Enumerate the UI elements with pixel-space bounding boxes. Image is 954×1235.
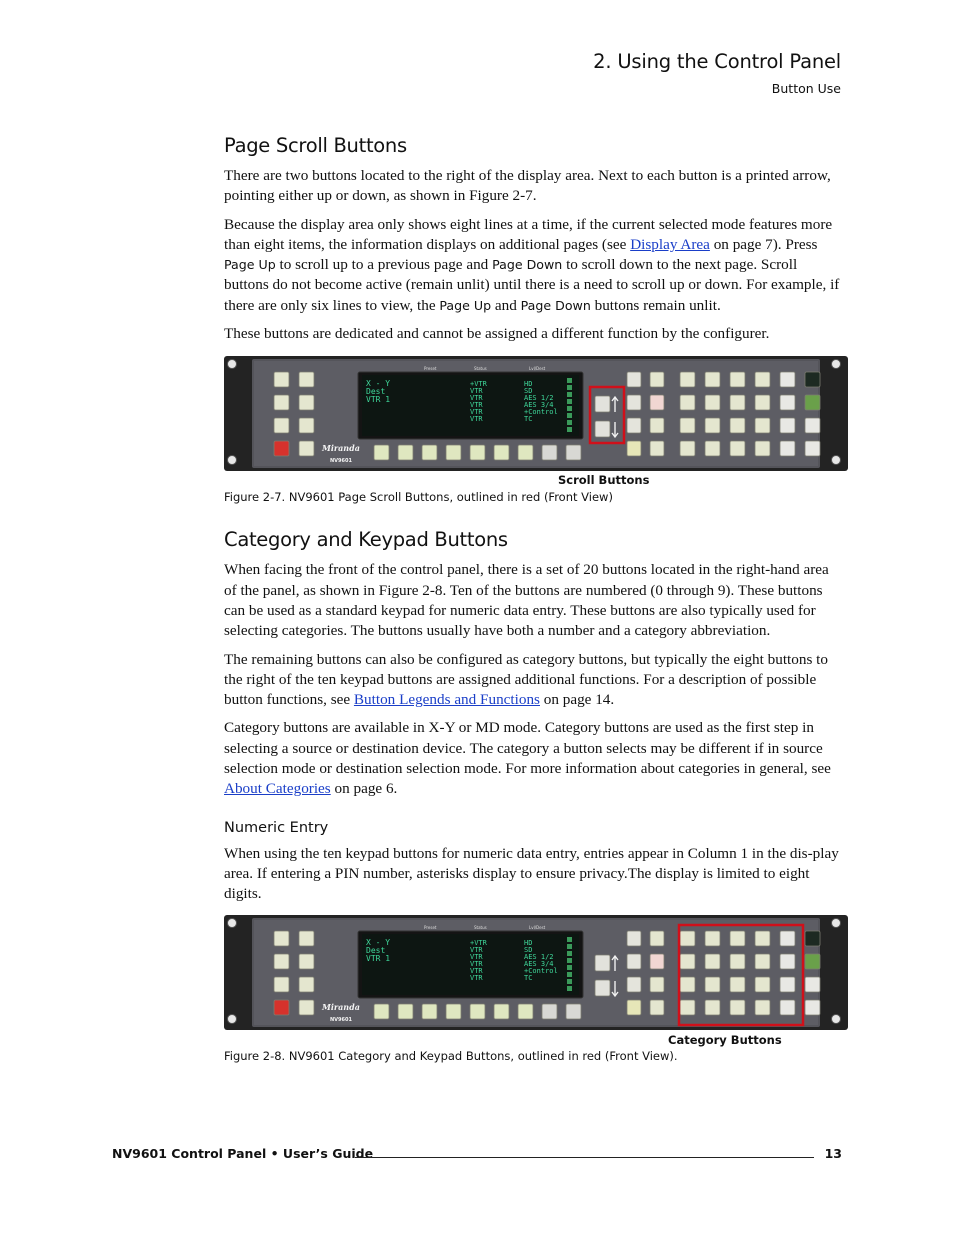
display-line: X - Y: [366, 937, 391, 947]
ui-label: Page Down: [520, 297, 591, 313]
display-line: TC: [524, 415, 533, 424]
page-number: 13: [824, 1146, 842, 1161]
brand-logo: Miranda: [322, 443, 360, 454]
paragraph: When using the ten keypad buttons for numeric data entry, entries appear in Column 1 in the dis-play area. If entering a PIN number, asterisks display to ensure privacy.The display is limited to eight digits.: [224, 844, 839, 903]
display-line: HD: [524, 380, 533, 389]
model-label: NV9601: [330, 1016, 352, 1023]
display-line: +VTR: [470, 380, 487, 389]
page-content: [224, 134, 840, 1063]
display-line: VTR: [470, 387, 483, 396]
display-line: Dest: [366, 945, 386, 955]
paragraph: Because the display area only shows eight lines at a time, if the current selected mode features more than eight items, the information displays on additional pages (see Display Area on page 7). Press Page Up to scroll up to a previous page and Page Down to scroll down to the next page. Scroll buttons do not become active (remain unlit) until there is a need to scroll up or down. For example, if there are only six lines to view, the Page Up and Page Down buttons remain unlit.: [224, 215, 840, 314]
heading-numeric-entry: Numeric Entry: [224, 819, 329, 836]
paragraph: When facing the front of the control panel, there is a set of 20 buttons located in the right-hand area of the panel, as shown in Figure 2-8. Ten of the buttons are numbered (0 through 9). These buttons can be used as a standard keypad for numeric data entry. These buttons are also typically used for selecting categories. The buttons usually have both a number and a category abbreviation.: [224, 561, 829, 640]
ui-label: Page Up: [224, 257, 276, 273]
figure-caption: Figure 2-8. NV9601 Category and Keypad Buttons, outlined in red (Front View).: [224, 1048, 678, 1063]
display-line: VTR: [470, 394, 483, 403]
footer-title: NV9601 Control Panel • User’s Guide: [112, 1146, 374, 1161]
section-tag: Button Use: [771, 81, 841, 96]
display-line: AES 1/2: [524, 394, 554, 403]
display-line: +VTR: [470, 938, 487, 947]
display-line: AES 1/2: [524, 952, 554, 961]
display-line: VTR: [470, 959, 483, 968]
display-line: AES 3/4: [524, 959, 554, 968]
display-column-header: Status: [474, 924, 487, 930]
display-column-header: Lvl/Dest: [529, 924, 546, 930]
heading-category-keypad-buttons: Category and Keypad Buttons: [224, 528, 508, 552]
scroll-buttons-outline: [590, 387, 624, 443]
display-line: +Control: [524, 408, 558, 417]
paragraph: The remaining buttons can also be configured as category buttons, but typically the eight buttons to the right of the ten keypad buttons are assigned additional functions. For a description of possible button functions, see Button Legends and Functions on page 14.: [224, 650, 828, 709]
ui-label: Page Up: [439, 297, 492, 313]
display-column-header: Preset: [424, 924, 437, 930]
figure-caption: Figure 2-7. NV9601 Page Scroll Buttons, outlined in red (Front View): [224, 490, 613, 505]
chapter-title: 2. Using the Control Panel: [593, 50, 841, 73]
callout-scroll-buttons: Scroll Buttons: [558, 473, 650, 488]
control-panel-figure: [224, 356, 848, 471]
display-line: TC: [524, 973, 533, 982]
display-line: SD: [524, 387, 533, 396]
display-line: VTR: [470, 401, 483, 410]
display-column-header: Preset: [424, 366, 437, 372]
category-buttons-outline: [679, 925, 803, 1025]
display-line: HD: [524, 938, 533, 947]
callout-category-buttons: Category Buttons: [668, 1032, 782, 1047]
model-label: NV9601: [330, 458, 352, 465]
highlight-overlay: [224, 356, 848, 471]
brand-logo: Miranda: [322, 1001, 360, 1012]
display-line: VTR 1: [366, 395, 391, 405]
display-line: VTR: [470, 415, 483, 424]
display-line: +Control: [524, 966, 558, 975]
display-line: VTR: [470, 408, 483, 417]
display-line: AES 3/4: [524, 401, 554, 410]
display-line: VTR: [470, 973, 483, 982]
display-line: X - Y: [366, 379, 391, 389]
link-button-legends[interactable]: Button Legends and Functions: [353, 691, 540, 709]
link-about-categories[interactable]: About Categories: [224, 780, 331, 798]
heading-page-scroll-buttons: Page Scroll Buttons: [224, 134, 407, 157]
paragraph: There are two buttons located to the right of the display area. Next to each button is a printed arrow, pointing either up or down, as shown in Figure 2-7.: [224, 167, 831, 205]
display-line: VTR: [470, 966, 483, 975]
display-column-header: Lvl/Dest: [529, 366, 546, 372]
page-footer: [112, 1146, 842, 1164]
display-line: Dest: [366, 387, 386, 397]
display-line: VTR 1: [366, 953, 391, 963]
footer-rule: [355, 1157, 814, 1158]
ui-label: Page Down: [492, 257, 563, 273]
display-line: VTR: [470, 945, 483, 954]
paragraph: Category buttons are available in X-Y or MD mode. Category buttons are used as the first step in selecting a source or destination device. The category a button selects may be different if in source selection mode or destination selection mode. For more information about categories in general, see About Categories on page 6.: [224, 719, 831, 798]
link-display-area[interactable]: Display Area: [630, 235, 710, 253]
display-line: SD: [524, 945, 533, 954]
paragraph: These buttons are dedicated and cannot be assigned a different function by the configurer.: [224, 325, 770, 343]
display-column-header: Status: [474, 366, 487, 372]
display-line: VTR: [470, 952, 483, 961]
control-panel-figure: [224, 915, 848, 1030]
highlight-overlay: [224, 915, 848, 1030]
